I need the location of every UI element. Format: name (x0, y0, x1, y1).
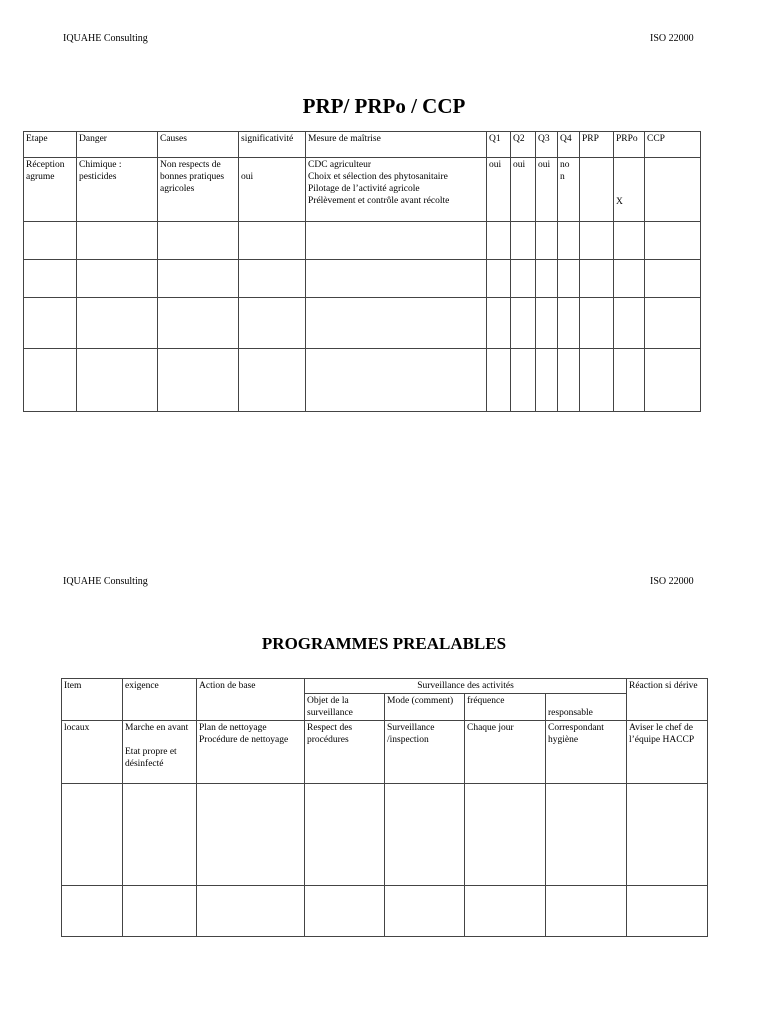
programmes-table (61, 678, 708, 937)
table-cell: Aviser le chef de l’équipe HACCP (627, 721, 708, 784)
table-row (24, 158, 701, 222)
table-row (62, 721, 708, 784)
header-cell: Mesure de maîtrise (306, 132, 487, 158)
table-header-row (62, 679, 708, 694)
table-cell: Chimique : pesticides (77, 158, 158, 222)
header-cell: Danger (77, 132, 158, 158)
page2-title: PROGRAMMES PREALABLES (261, 634, 507, 653)
header-cell: Q3 (536, 132, 558, 158)
table-cell: X (614, 158, 645, 222)
header-cell: significativité (239, 132, 306, 158)
page2-header-right: ISO 22000 (650, 576, 694, 587)
header-cell: fréquence (465, 694, 546, 721)
table-cell: Surveillance /inspection (385, 721, 465, 784)
table-row (62, 784, 708, 886)
header-cell: Réaction si dérive (627, 679, 708, 721)
header-cell: Causes (158, 132, 239, 158)
header-cell: Surveillance des activités (305, 679, 627, 694)
table-cell: Plan de nettoyage Procédure de nettoyage (197, 721, 305, 784)
table-cell: no n (558, 158, 580, 222)
table-cell: locaux (62, 721, 123, 784)
table-row (24, 349, 701, 412)
table-cell: Non respects de bonnes pratiques agricoles (158, 158, 239, 222)
table-cell: Marche en avant Etat propre et désinfecté (123, 721, 197, 784)
header-cell: PRP (580, 132, 614, 158)
header-cell: Objet de la surveillance (305, 694, 385, 721)
page1-header-left: IQUAHE Consulting (63, 33, 148, 44)
page1-title: PRP/ PRPo / CCP (302, 94, 466, 118)
header-cell: Item (62, 679, 123, 721)
table-header-row (24, 132, 701, 158)
table-cell: oui (536, 158, 558, 222)
table-cell: Respect des procédures (305, 721, 385, 784)
table-cell: Correspondant hygiène (546, 721, 627, 784)
header-cell: Q4 (558, 132, 580, 158)
table-cell: Réception agrume (24, 158, 77, 222)
header-cell: Mode (comment) (385, 694, 465, 721)
table-row (24, 298, 701, 349)
header-cell: exigence (123, 679, 197, 721)
table-cell: Chaque jour (465, 721, 546, 784)
table-row (24, 222, 701, 260)
prp-table (23, 131, 701, 412)
header-cell: CCP (645, 132, 701, 158)
table-row (62, 886, 708, 937)
header-cell: Etape (24, 132, 77, 158)
header-cell: Q2 (511, 132, 536, 158)
page1-header-right: ISO 22000 (650, 33, 694, 44)
table-cell (645, 158, 701, 222)
header-cell: PRPo (614, 132, 645, 158)
table-cell: oui (487, 158, 511, 222)
table-cell: oui (511, 158, 536, 222)
table-cell (580, 158, 614, 222)
page2-header-left: IQUAHE Consulting (63, 576, 148, 587)
table-cell: CDC agriculteur Choix et sélection des phytosanitaire Pilotage de l’activité agricole Prélèvement et contrôle avant récolte (306, 158, 487, 222)
header-cell: Q1 (487, 132, 511, 158)
header-cell: Action de base (197, 679, 305, 721)
header-cell: responsable (546, 694, 627, 721)
table-row (24, 260, 701, 298)
table-cell: oui (239, 158, 306, 222)
